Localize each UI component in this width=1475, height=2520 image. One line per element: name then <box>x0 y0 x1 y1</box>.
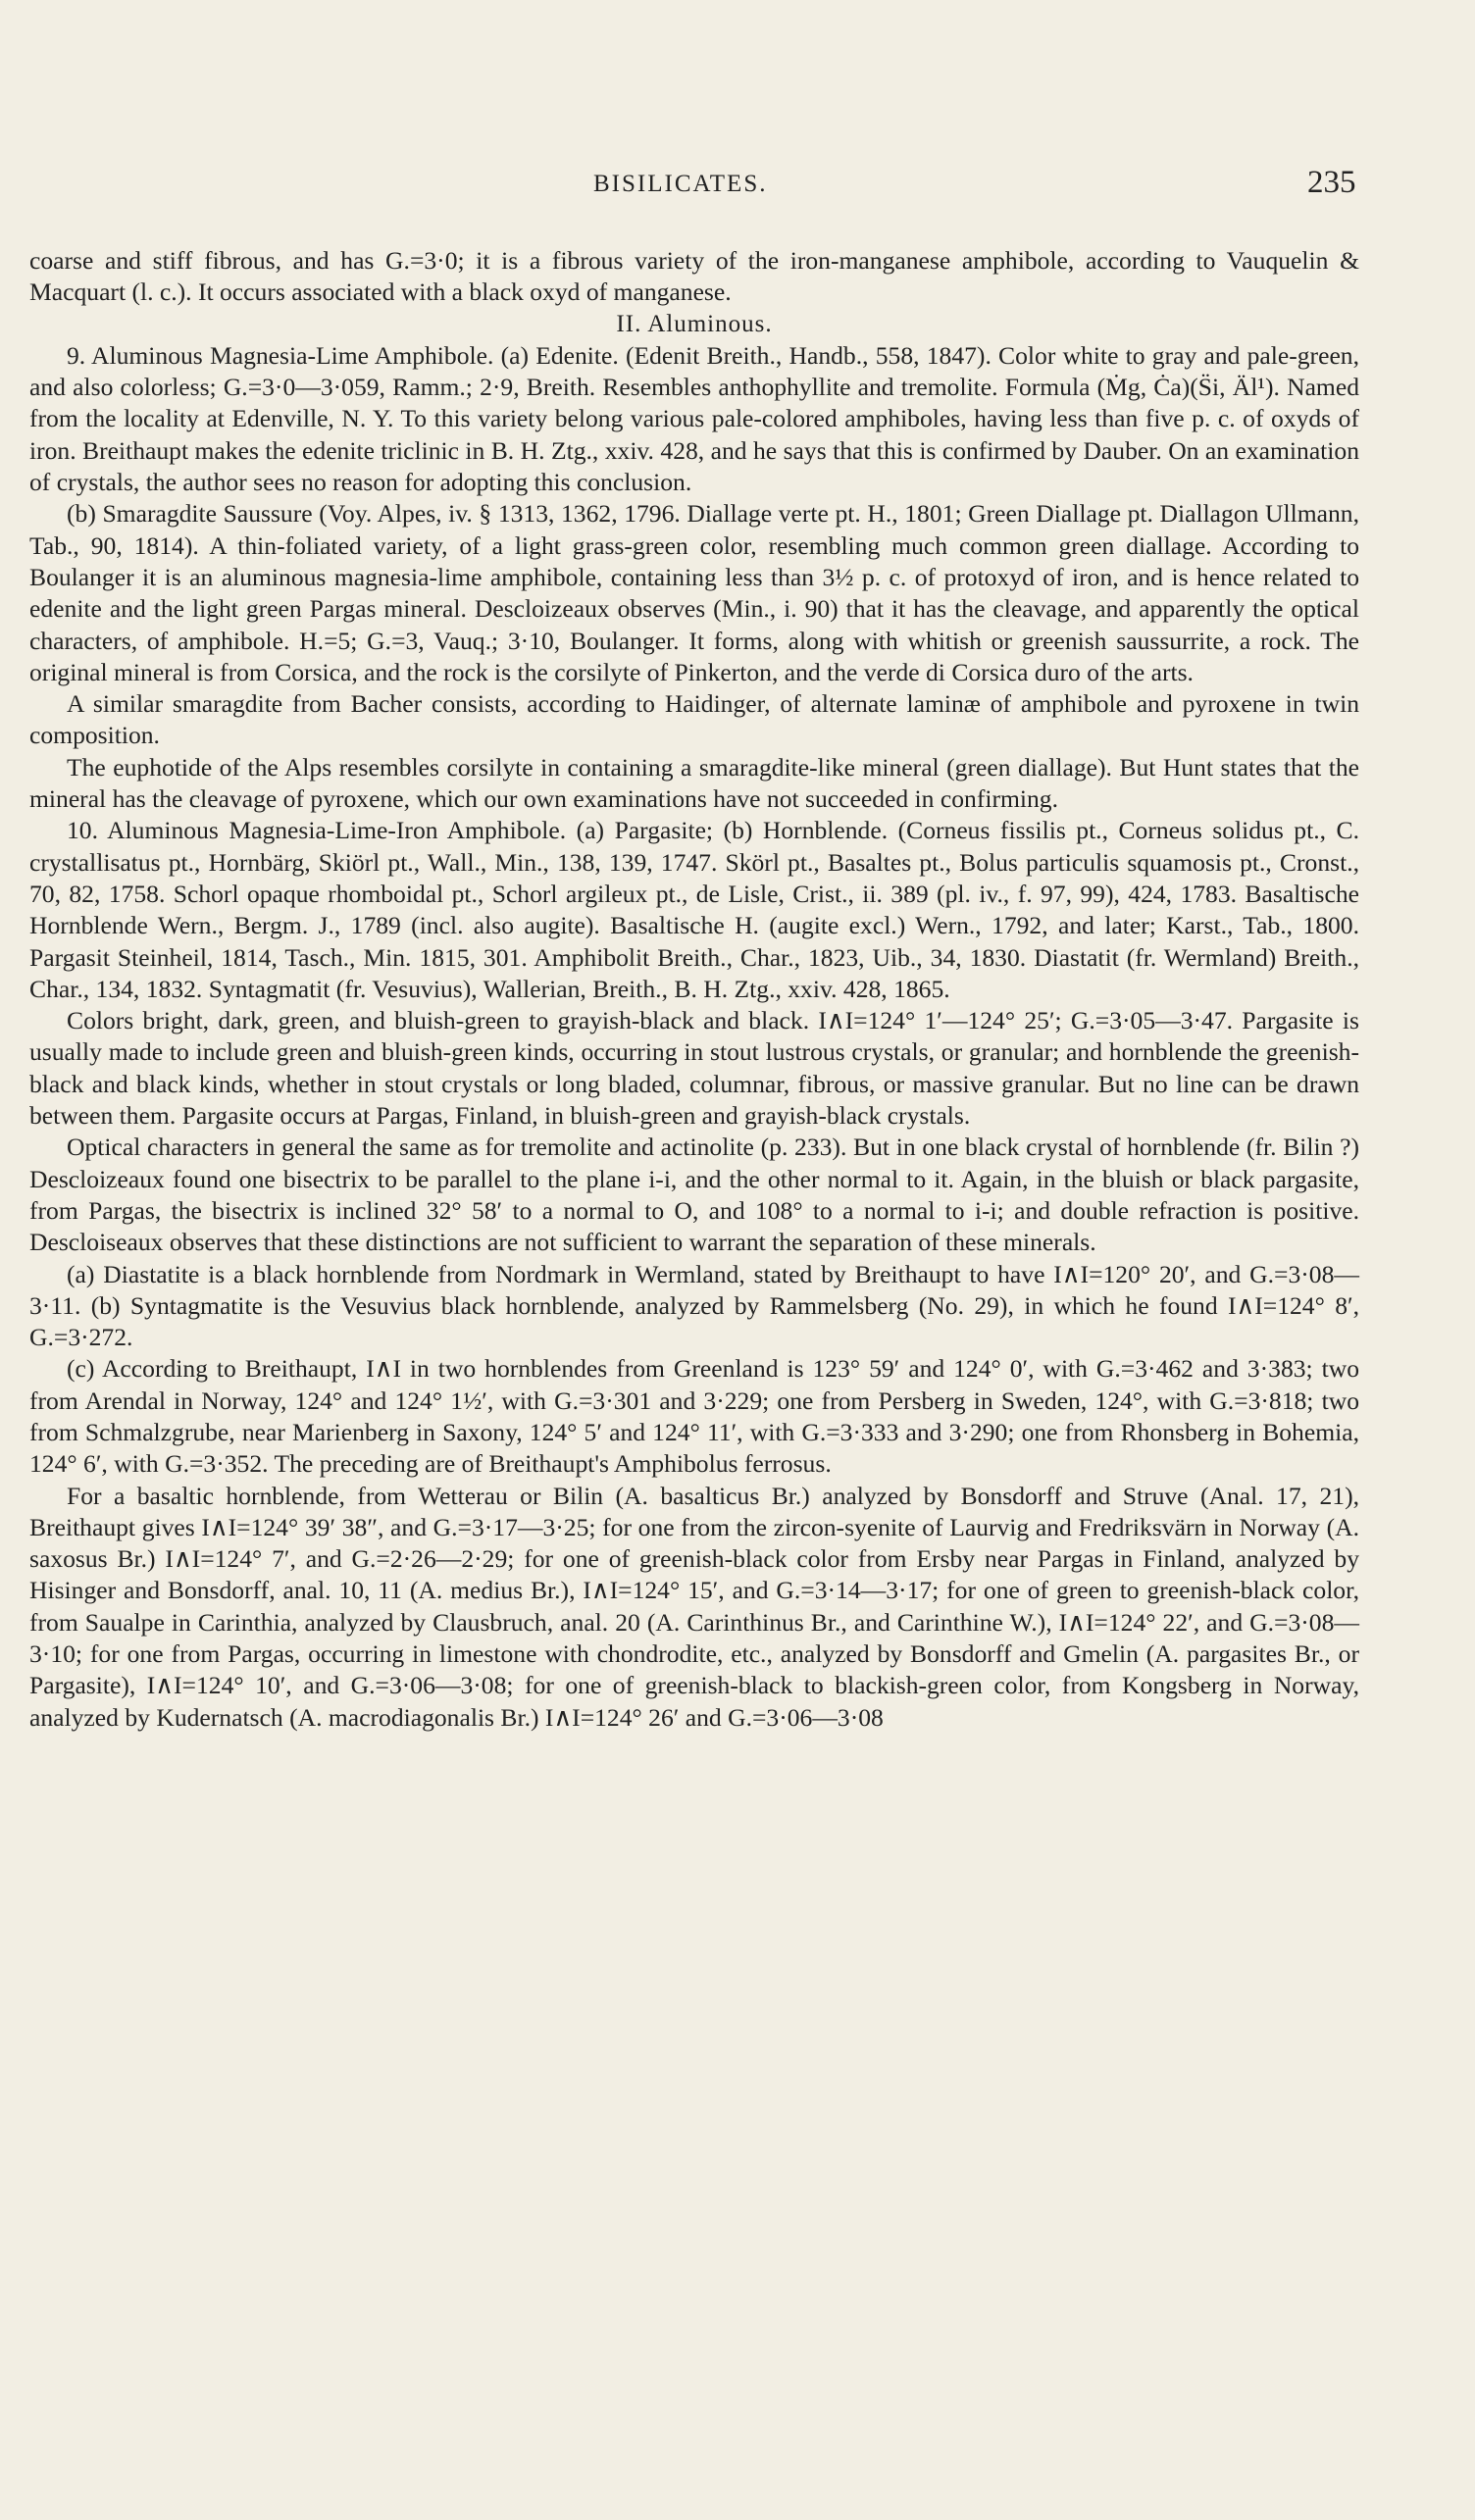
paragraph-9-edenite: 9. Aluminous Magnesia-Lime Amphibole. (a) Edenite. (Edenit Breith., Handb., 558, 1847). Color white to gray and pale-green, and also colorless; G.=3·0—3·059, Ramm.; 2·9, Breith. Resembles anthophyllite and tremolite. Formula (Ṁg, Ċa)(S̈i, Äl¹). Named from the locality at Edenville, N. Y. To this variety belong various pale-colored amphiboles, having less than five p. c. of oxyds of iron. Breithaupt makes the edenite triclinic in B. H. Ztg., xxiv. 428, and he says that this is confirmed by Dauber. On an examination of crystals, the author sees no reason for adopting this conclusion. <box>29 340 1359 497</box>
paragraph-10f: For a basaltic hornblende, from Wetterau or Bilin (A. basalticus Br.) analyzed by Bonsdorff and Struve (Anal. 17, 21), Breithaupt gives I∧I=124° 39′ 38″, and G.=3·17—3·25; for one from the zircon-syenite of Laurvig and Fredriksvärn in Norway (A. saxosus Br.) I∧I=124° 7′, and G.=2·26—2·29; for one of greenish-black color from Ersby near Pargas in Finland, analyzed by Hisinger and Bonsdorff, anal. 10, 11 (A. medius Br.), I∧I=124° 15′, and G.=3·14—3·17; for one of green to greenish-black color, from Saualpe in Carinthia, analyzed by Clausbruch, anal. 20 (A. Carinthinus Br., and Carinthine W.), I∧I=124° 22′, and G.=3·08—3·10; for one from Pargas, occurring in limestone with chondrodite, etc., analyzed by Bonsdorff and Gmelin (A. pargasites Br., or Pargasite), I∧I=124° 10′, and G.=3·06—3·08; for one of greenish-black to blackish-green color, from Kongsberg in Norway, analyzed by Kudernatsch (A. macrodiagonalis Br.) I∧I=124° 26′ and G.=3·06—3·08 <box>29 1481 1359 1732</box>
page-number: 235 <box>1307 165 1356 200</box>
paragraph-10b: Colors bright, dark, green, and bluish-green to grayish-black and black. I∧I=124° 1′—124° 25′; G.=3·05—3·47. Pargasite is usually made to include green and bluish-green kinds, occurring in stout lustrous crystals, or granular; and hornblende the greenish-black and black kinds, whether in stout crystals or long bladed, columnar, fibrous, or massive granular. But no line can be drawn between them. Pargasite occurs at Pargas, Finland, in bluish-green and grayish-black crystals. <box>29 1006 1359 1131</box>
paragraph-10d: (a) Diastatite is a black hornblende from Nordmark in Wermland, stated by Breithaupt to have I∧I=120° 20′, and G.=3·08—3·11. (b) Syntagmatite is the Vesuvius black hornblende, analyzed by Rammelsberg (No. 29), in which he found I∧I=124° 8′, G.=3·272. <box>29 1259 1359 1352</box>
paragraph-9b-smaragdite: (b) Smaragdite Saussure (Voy. Alpes, iv. § 1313, 1362, 1796. Diallage verte pt. H., 1801; Green Diallage pt. Diallagon Ullmann, Tab., 90, 1814). A thin-foliated variety, of a light grass-green color, resembling much common green diallage. According to Boulanger it is an aluminous magnesia-lime amphibole, containing less than 3½ p. c. of protoxyd of iron, and is hence related to edenite and the light green Pargas mineral. Descloizeaux observes (Min., i. 90) that it has the cleavage, and apparently the optical characters, of amphibole. H.=5; G.=3, Vauq.; 3·10, Boulanger. It forms, along with whitish or greenish saussurrite, a rock. The original mineral is from Corsica, and the rock is the corsilyte of Pinkerton, and the verde di Corsica duro of the arts. <box>29 499 1359 686</box>
intro-paragraph: coarse and stiff fibrous, and has G.=3·0; it is a fibrous variety of the iron-manganese amphibole, according to Vauquelin & Macquart (l. c.). It occurs associated with a black oxyd of manganese. <box>29 246 1359 307</box>
paragraph-10e: (c) According to Breithaupt, I∧I in two hornblendes from Greenland is 123° 59′ and 124° 0′, with G.=3·462 and 3·383; two from Arendal in Norway, 124° and 124° 1½′, with G.=3·301 and 3·229; one from Persberg in Sweden, 124°, with G.=3·818; two from Schmalzgrube, near Marienberg in Saxony, 124° 5′ and 124° 11′, with G.=3·333 and 3·290; one from Rhonsberg in Bohemia, 124° 6′, with G.=3·352. The preceding are of Breithaupt's Amphibolus ferrosus. <box>29 1354 1359 1479</box>
paragraph-9d: The euphotide of the Alps resembles corsilyte in containing a smaragdite-like mineral (green diallage). But Hunt states that the mineral has the cleavage of pyroxene, which our own examinations have not succeeded in confirming. <box>29 752 1359 814</box>
paragraph-10c: Optical characters in general the same as for tremolite and actinolite (p. 233). But in one black crystal of hornblende (fr. Bilin ?) Descloizeaux found one bisectrix to be parallel to the plane i-i, and the other normal to it. Again, in the bluish or black pargasite, from Pargas, the bisectrix is inclined 32° 58′ to a normal to O, and 108° to a normal to i-i; and double refraction is positive. Descloiseaux observes that these distinctions are not sufficient to warrant the separation of these minerals. <box>29 1133 1359 1257</box>
section-heading: II. Aluminous. <box>616 310 773 337</box>
paragraph-9c: A similar smaragdite from Bacher consists, according to Haidinger, of alternate laminæ of amphibole and pyroxene in twin composition. <box>29 689 1359 750</box>
page-body <box>29 245 1359 1734</box>
page-header <box>0 165 1475 212</box>
paragraph-10-hornblende: 10. Aluminous Magnesia-Lime-Iron Amphibole. (a) Pargasite; (b) Hornblende. (Corneus fissilis pt., Corneus solidus pt., C. crystallisatus pt., Hornbärg, Skiörl pt., Wall., Min., 138, 139, 1747. Skörl pt., Basaltes pt., Bolus particulis squamosis pt., Cronst., 70, 82, 1758. Schorl opaque rhomboidal pt., Schorl argileux pt., de Lisle, Crist., ii. 389 (pl. iv., f. 97, 99), 424, 1783. Basaltische Hornblende Wern., Bergm. J., 1789 (incl. also augite). Basaltische H. (augite excl.) Wern., 1792, and later; Karst., Tab., 1800. Pargasit Steinheil, 1814, Tasch., Min. 1815, 301. Amphibolit Breith., Char., 1823, Uib., 34, 1830. Diastatit (fr. Wermland) Breith., Char., 134, 1832. Syntagmatit (fr. Vesuvius), Wallerian, Breith., B. H. Ztg., xxiv. 428, 1865. <box>29 816 1359 1003</box>
running-title: BISILICATES. <box>593 171 768 197</box>
